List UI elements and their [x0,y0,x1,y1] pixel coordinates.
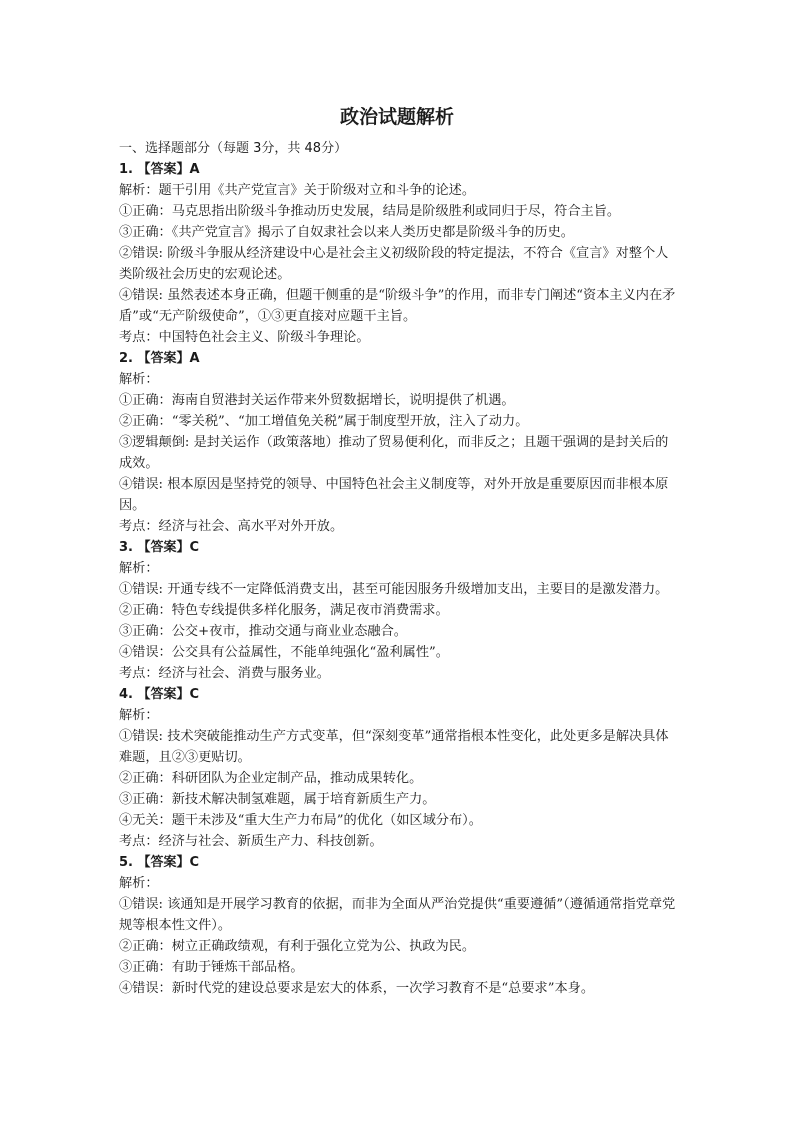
question-4-answer: 4. 【答案】C [119,687,200,702]
question-5-line: ①错误: 该通知是开展学习教育的依据，而非为全面从严治党提供“重要遵循”（遵循通常指党章党规等根本性文件）。 [119,897,676,933]
question-4-line: ②正确：科研团队为企业定制产品，推动成果转化。 [119,771,423,786]
section-header: 一、选择题部分（每题 3分，共 48分） [119,141,348,156]
question-5-answer: 5. 【答案】C [119,855,200,870]
question-3-answer: 3. 【答案】C [119,540,200,555]
document-body [119,138,679,999]
question-1-line: ③正确：《共产党宣言》揭示了自奴隶社会以来人类历史都是阶级斗争的历史。 [119,225,574,240]
question-3-topic: 考点：经济与社会、消费与服务业。 [119,666,330,681]
question-5-line: ④错误：新时代党的建设总要求是宏大的体系，一次学习教育不是“总要求”本身。 [119,981,595,996]
question-2-topic: 考点：经济与社会、高水平对外开放。 [119,519,344,534]
question-4-line: ③正确：新技术解决制氢难题，属于培育新质生产力。 [119,792,436,807]
question-2-line: ①正确：海南自贸港封关运作带来外贸数据增长，说明提供了机遇。 [119,393,515,408]
question-5-line: 解析： [119,876,159,891]
question-2-line: ④错误: 根本原因是坚持党的领导、中国特色社会主义制度等，对外开放是重要原因而非根本原因。 [119,477,669,513]
question-1-answer: 1. 【答案】A [119,162,200,177]
question-1-topic: 考点：中国特色社会主义、阶级斗争理论。 [119,330,370,345]
page-title: 政治试题解析 [339,106,454,128]
question-1-line: ④错误: 虽然表述本身正确，但题干侧重的是“阶级斗争”的作用，而非专门阐述“资本主义内在矛盾”或“无产阶级使命”，①③更直接对应题干主旨。 [119,288,676,324]
question-3-line: ②正确：特色专线提供多样化服务，满足夜市消费需求。 [119,603,449,618]
question-2-line: ②正确：“零关税”、“加工增值免关税”属于制度型开放，注入了动力。 [119,414,529,429]
question-2-answer: 2. 【答案】A [119,351,200,366]
question-4-line: ①错误: 技术突破能推动生产方式变革，但“深刻变革”通常指根本性变化，此处更多是解决具体难题，且②③更贴切。 [119,729,669,765]
question-3-line: 解析： [119,561,159,576]
question-5-line: ②正确：树立正确政绩观，有利于强化立党为公、执政为民。 [119,939,476,954]
question-4-line: 解析： [119,708,159,723]
question-5-line: ③正确：有助于锤炼干部品格。 [119,960,304,975]
question-3-line: ③正确：公交+夜市，推动交通与商业业态融合。 [119,624,407,639]
question-1-line: 解析：题干引用《共产党宣言》关于阶级对立和斗争的论述。 [119,183,476,198]
question-1-line: ①正确：马克思指出阶级斗争推动历史发展，结局是阶级胜利或同归于尽，符合主旨。 [119,204,621,219]
question-2-line: ③逻辑颠倒: 是封关运作（政策落地）推动了贸易便利化，而非反之；且题干强调的是封关后的成效。 [119,435,669,471]
question-4-topic: 考点：经济与社会、新质生产力、科技创新。 [119,834,383,849]
question-3-line: ①错误: 开通专线不一定降低消费支出，甚至可能因服务升级增加支出，主要目的是激发潜力。 [119,582,669,597]
question-2-line: 解析： [119,372,159,387]
question-3-line: ④错误：公交具有公益属性，不能单纯强化“盈利属性”。 [119,645,449,660]
question-4-line: ④无关：题干未涉及“重大生产力布局”的优化（如区域分布）。 [119,813,482,828]
question-1-line: ②错误: 阶级斗争服从经济建设中心是社会主义初级阶段的特定提法，不符合《宣言》对整个人类阶级社会历史的宏观论述。 [119,246,669,282]
